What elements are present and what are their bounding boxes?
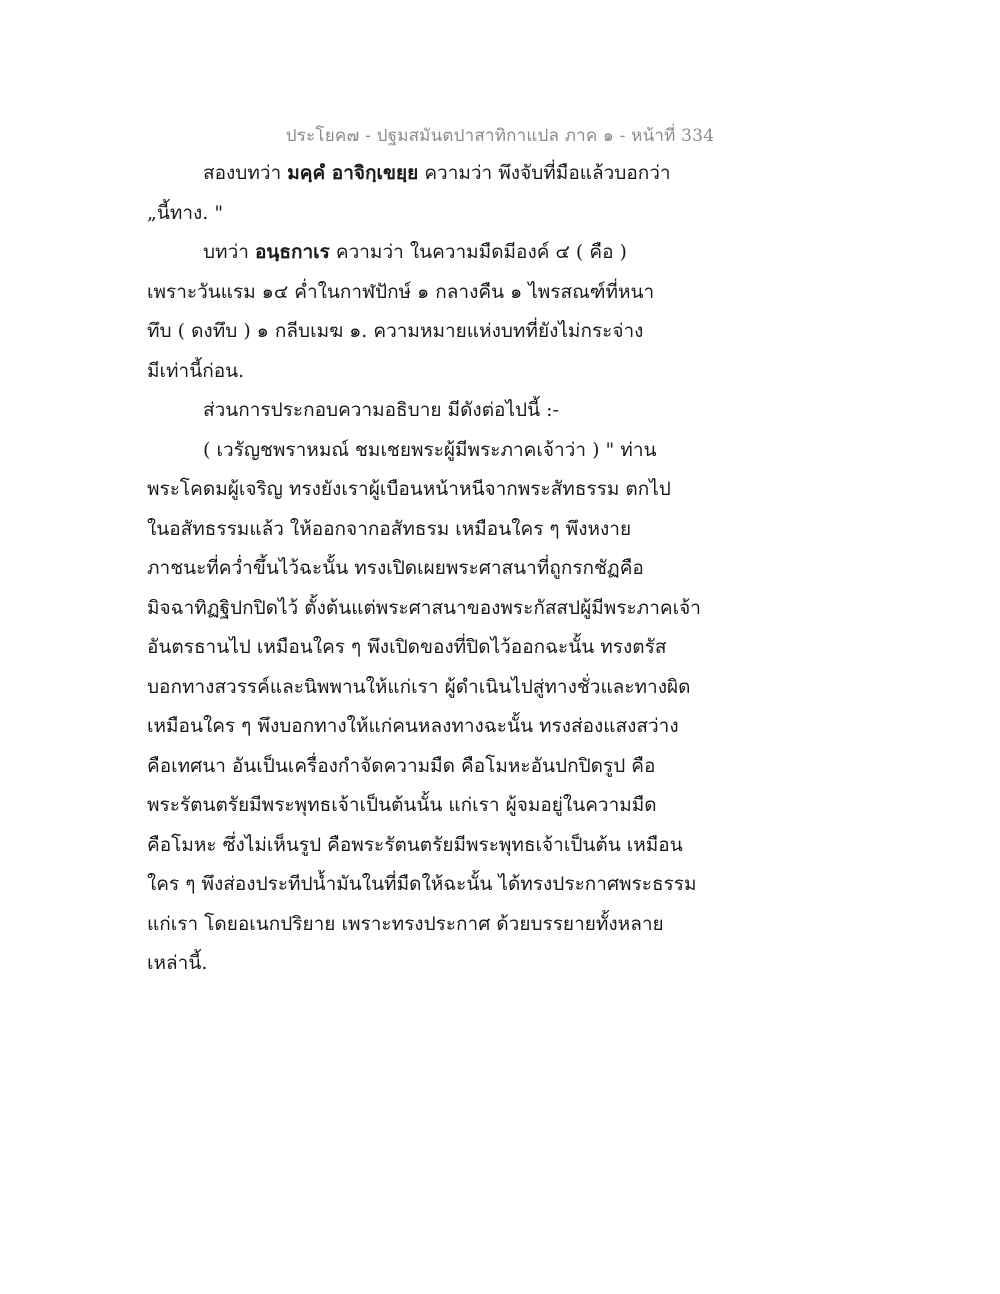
text-line: อันตรธานไป เหมือนใคร ๆ พึงเปิดของที่ปิดไว้ออกฉะนั้น ทรงตรัส [147, 636, 667, 658]
text-line: มีเท่านี้ก่อน. [147, 359, 245, 382]
paragraph [147, 154, 717, 233]
text-line: คือเทศนา อันเป็นเครื่องกำจัดความมืด คือโมหะอันปกปิดรูป คือ [147, 754, 656, 777]
text-line: ภาชนะที่คว่ำขึ้นไว้ฉะนั้น ทรงเปิดเผยพระศาสนาที่ถูกรกชัฏคือ [147, 557, 644, 579]
text-line: ทึบ ( ดงทึบ ) ๑ กลีบเมฆ ๑. ความหมายแห่งบทที่ยังไม่กระจ่าง [147, 320, 644, 342]
text-line: เหมือนใคร ๆ พึงบอกทางให้แก่คนหลงทางฉะนั้น ทรงส่องแสงสว่าง [147, 715, 679, 737]
text-line: คือโมหะ ซึ่งไม่เห็นรูป คือพระรัตนตรัยมีพระพุทธเจ้าเป็นต้น เหมือน [147, 833, 683, 856]
text-line: „นี้ทาง. " [147, 201, 224, 224]
paragraph [147, 431, 717, 984]
paragraph [147, 391, 717, 431]
text-line: เหล่านี้. [147, 952, 208, 974]
text-line: พระรัตนตรัยมีพระพุทธเจ้าเป็นต้นนั้น แก่เรา ผู้จมอยู่ในความมืด [147, 794, 657, 816]
pali-term: อนฺธกาเร [254, 241, 330, 263]
running-header: ประโยค๗ - ปฐมสมันตปาสาทิกาแปล ภาค ๑ - หน้าที่ 334 [285, 126, 715, 146]
text-line: มิจฉาทิฏฐิปกปิดไว้ ตั้งต้นแต่พระศาสนาของพระกัสสปผู้มีพระภาคเจ้า [147, 596, 701, 619]
body-text [147, 154, 717, 984]
text-line: ( เวรัญชพราหมณ์ ชมเชยพระผู้มีพระภาคเจ้าว่า ) " ท่าน [203, 438, 657, 461]
pali-term: มคฺคํ อาจิกฺเขยฺย [287, 162, 419, 184]
text-line: แก่เรา โดยอเนกปริยาย เพราะทรงประกาศ ด้วยบรรยายทั้งหลาย [147, 912, 664, 935]
text-line: ส่วนการประกอบความอธิบาย มีดังต่อไปนี้ :- [203, 399, 559, 421]
text-line: พระโคดมผู้เจริญ ทรงยังเราผู้เบือนหน้าหนีจากพระสัทธรรม ตกไป [147, 478, 671, 500]
text-line: สองบทว่า มคฺคํ อาจิกฺเขยฺย ความว่า พึงจับที่มือแล้วบอกว่า [203, 162, 671, 184]
text-line: บทว่า อนฺธกาเร ความว่า ในความมืดมีองค์ ๔ ( คือ ) [203, 241, 627, 263]
text-line: เพราะวันแรม ๑๔ ค่ำในกาฬปักษ์ ๑ กลางคืน ๑ ไพรสณฑ์ที่หนา [147, 280, 655, 303]
text-line: ในอสัทธรรมแล้ว ให้ออกจากอสัทธรม เหมือนใคร ๆ พึงหงาย [147, 517, 632, 540]
paragraph [147, 233, 717, 391]
text-line: บอกทางสวรรค์และนิพพานให้แก่เรา ผู้ดำเนินไปสู่ทางชั่วและทางผิด [147, 675, 691, 698]
text-line: ใคร ๆ พึงส่องประทีปน้ำมันในที่มืดให้ฉะนั้น ได้ทรงประกาศพระธรรม [147, 873, 697, 895]
